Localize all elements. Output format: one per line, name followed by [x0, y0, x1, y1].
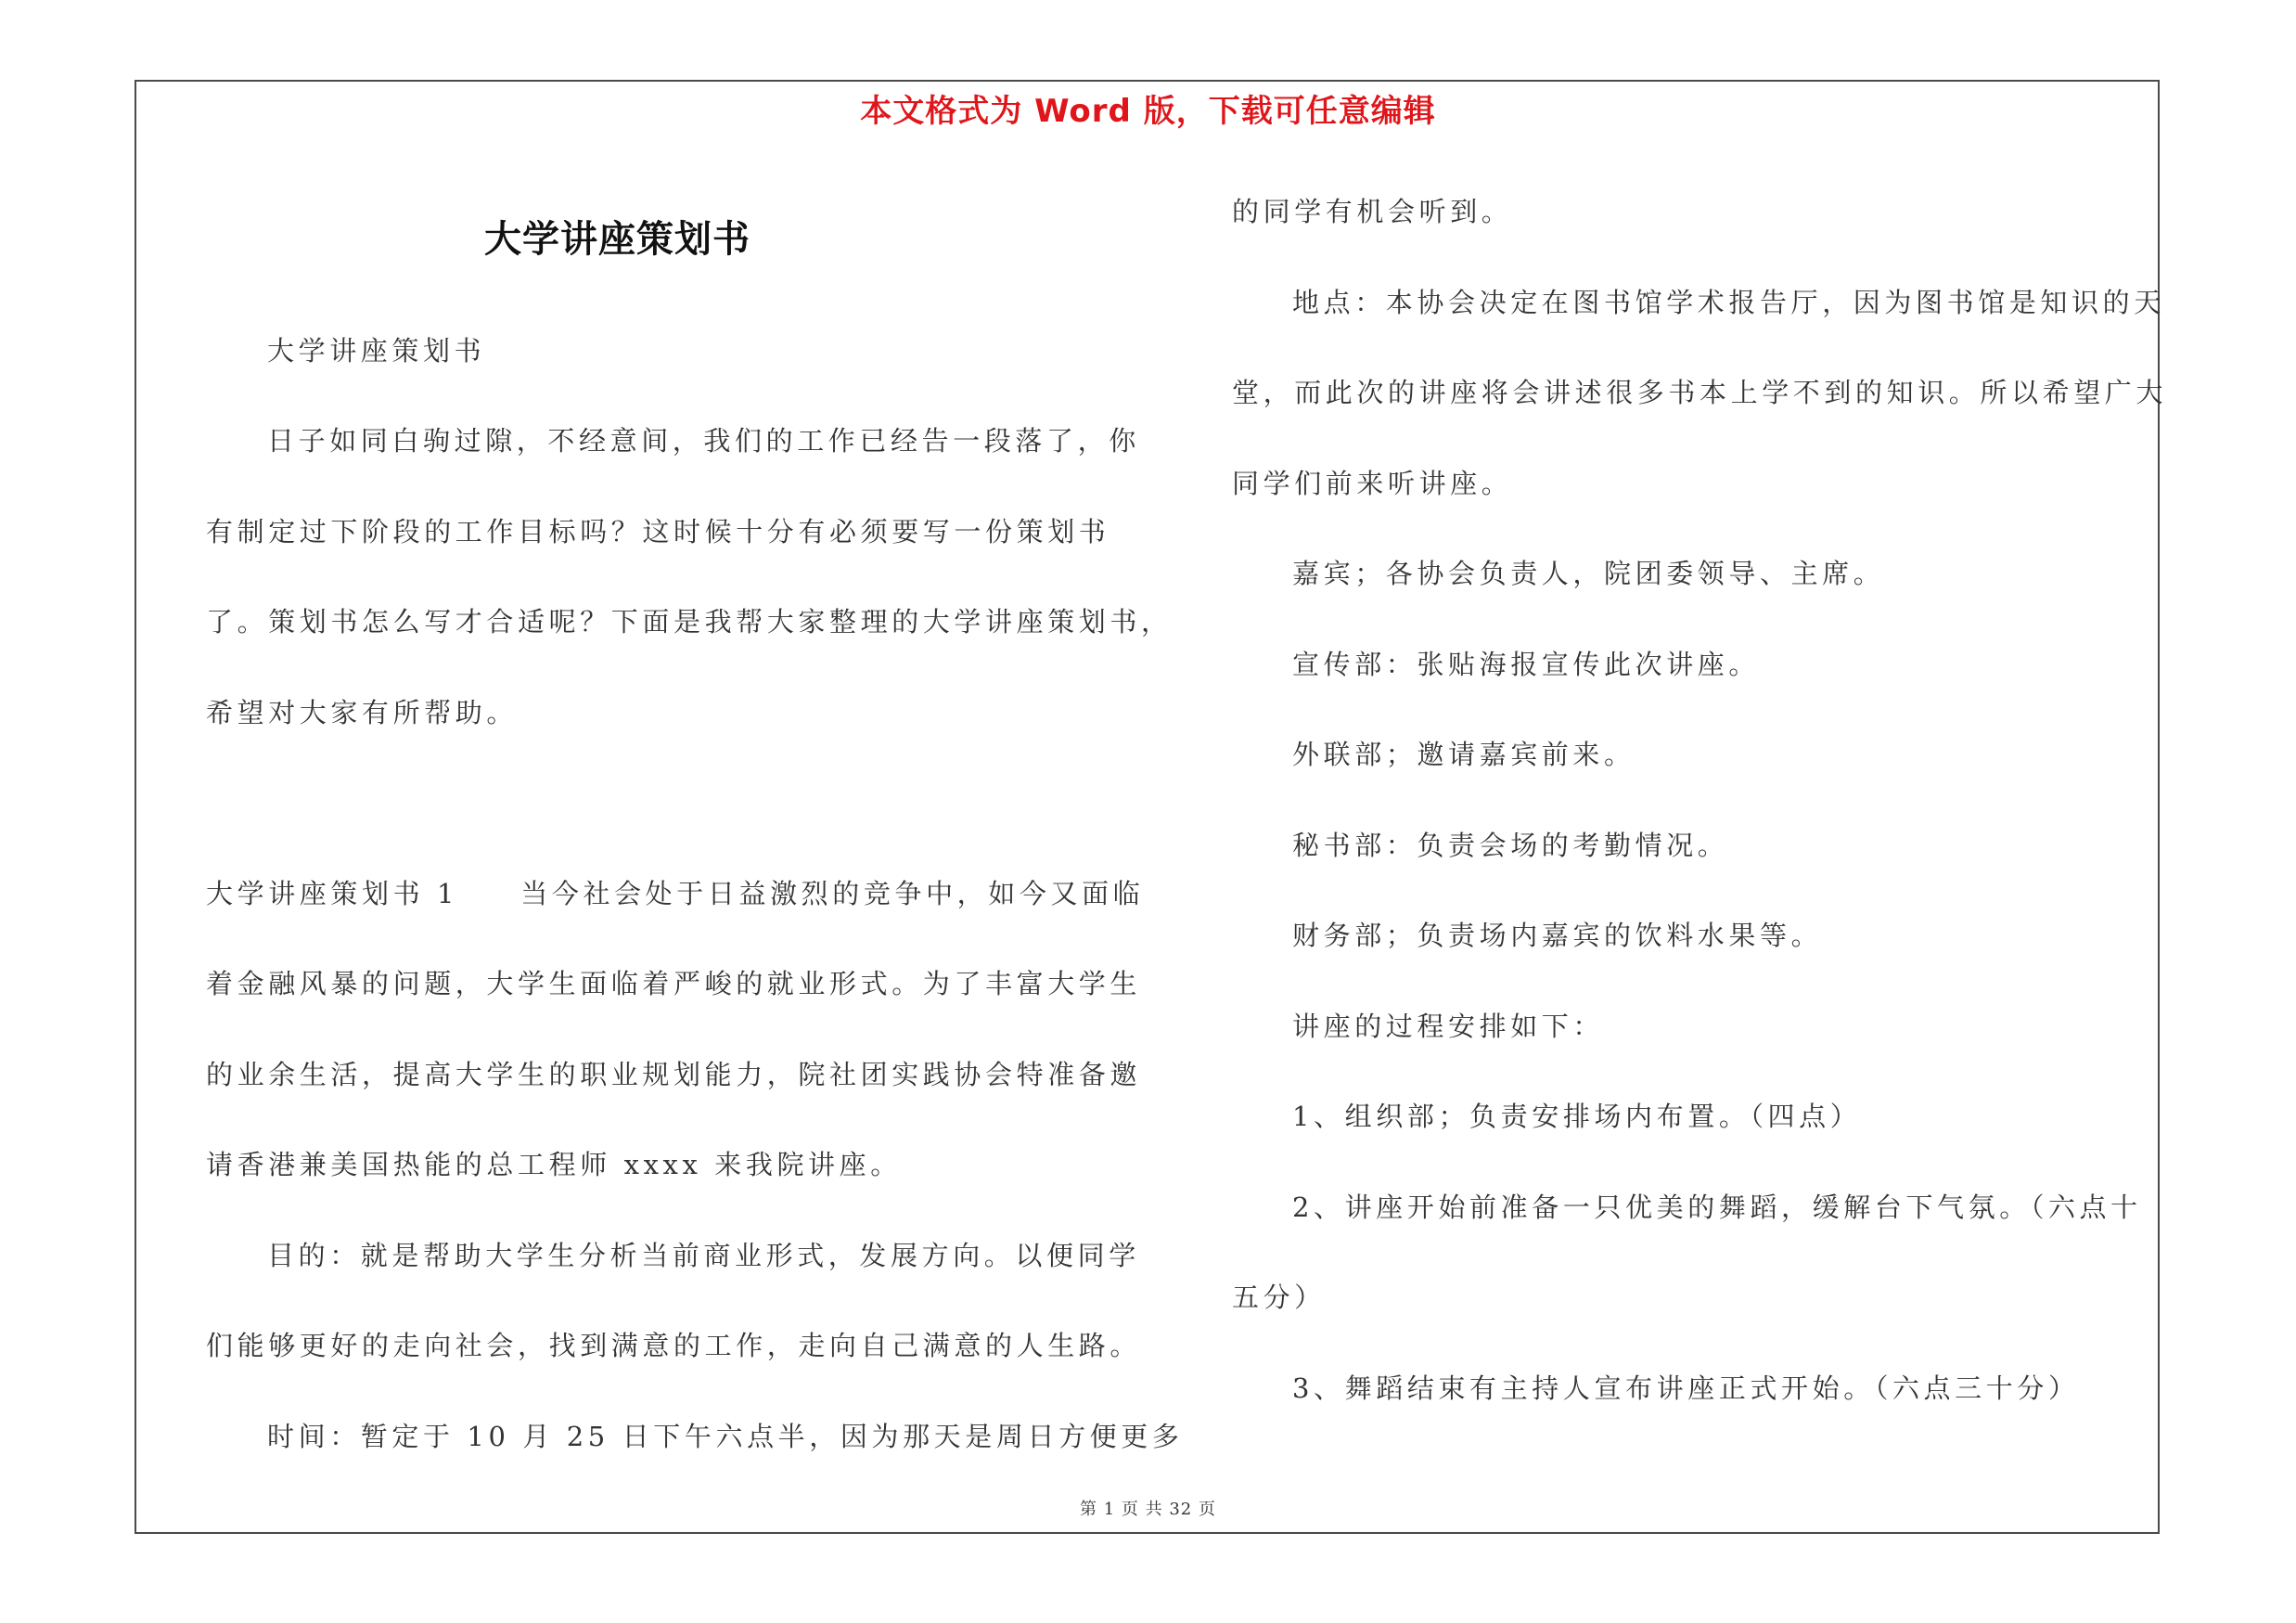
page-number-footer: 第 1 页 共 32 页	[1080, 1500, 1216, 1519]
right-line: 1、组织部；负责安排场内布置。（四点）	[1292, 1101, 1862, 1132]
left-line: 大学讲座策划书 1 当今社会处于日益激烈的竞争中，如今又面临	[206, 878, 1145, 909]
left-line: 大学讲座策划书	[267, 335, 486, 367]
right-line: 外联部；邀请嘉宾前来。	[1292, 739, 1635, 770]
right-line: 嘉宾；各协会负责人，院团委领导、主席。	[1292, 558, 1885, 589]
left-line: 们能够更好的走向社会，找到满意的工作，走向自己满意的人生路。	[206, 1330, 1142, 1361]
left-line: 时间：暂定于 10 月 25 日下午六点半，因为那天是周日方便更多	[267, 1421, 1184, 1452]
right-line: 秘书部：负责会场的考勤情况。	[1292, 830, 1729, 861]
left-line: 的业余生活，提高大学生的职业规划能力，院社团实践协会特准备邀	[206, 1059, 1142, 1090]
right-line: 同学们前来听讲座。	[1232, 468, 1513, 499]
left-line: 有制定过下阶段的工作目标吗？这时候十分有必须要写一份策划书	[206, 516, 1110, 547]
left-line: 希望对大家有所帮助。	[206, 697, 519, 728]
left-line: 请香港兼美国热能的总工程师 xxxx 来我院讲座。	[206, 1149, 902, 1180]
document-title: 大学讲座策划书	[484, 217, 750, 261]
left-line: 日子如同白驹过隙，不经意间，我们的工作已经告一段落了，你	[267, 425, 1140, 457]
right-line: 地点：本协会决定在图书馆学术报告厅，因为图书馆是知识的天	[1292, 287, 2165, 318]
word-format-banner: 本文格式为 Word 版，下载可任意编辑	[860, 93, 1436, 130]
right-line: 宣传部：张贴海报宣传此次讲座。	[1292, 649, 1761, 680]
right-line: 讲座的过程安排如下：	[1292, 1011, 1605, 1042]
right-line: 2、讲座开始前准备一只优美的舞蹈，缓解台下气氛。（六点十	[1292, 1191, 2142, 1223]
left-line: 了。策划书怎么写才合适呢？下面是我帮大家整理的大学讲座策划书，	[206, 606, 1173, 638]
right-line: 堂，而此次的讲座将会讲述很多书本上学不到的知识。所以希望广大	[1232, 377, 2168, 408]
right-line: 五分）	[1232, 1282, 1326, 1313]
right-line: 的同学有机会听到。	[1232, 196, 1513, 227]
left-line: 目的：就是帮助大学生分析当前商业形式，发展方向。以便同学	[267, 1240, 1140, 1271]
right-line: 3、舞蹈结束有主持人宣布讲座正式开始。（六点三十分）	[1292, 1372, 2080, 1404]
left-line: 着金融风暴的问题，大学生面临着严峻的就业形式。为了丰富大学生	[206, 968, 1142, 999]
right-line: 财务部；负责场内嘉宾的饮料水果等。	[1292, 920, 1823, 951]
